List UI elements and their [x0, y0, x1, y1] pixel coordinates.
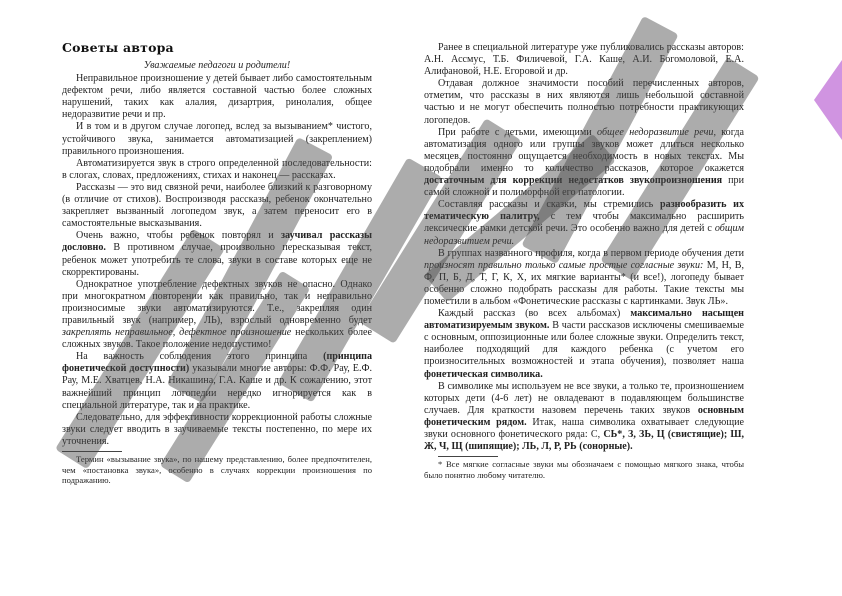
salutation: Уважаемые педагоги и родители!	[143, 60, 291, 71]
page-title: Советы автора	[62, 40, 174, 55]
paragraph: В символике мы используем не все звуки, а только те, произношением которых дети (4-6 лет) не овладевают в подавляющем большинстве случаев. Для краткости назовем перечень таких звуков основным фонетическим рядом. Итак, наша символика охватывает следующие звуки основного фонетического ряда: С, СЬ*, З, ЗЬ, Ц (свистящие); Ш, Ж, Ч, Щ (шипящие); ЛЬ, Л, Р, РЬ (сонорные).	[424, 380, 744, 453]
paragraph: Очень важно, чтобы ребенок повторял и заучивал рассказы дословно. В противном случае, произвольно пересказывая текст, ребенок может употребить те слова, звуки в составе которых еще не скорректированы.	[62, 230, 372, 278]
right-column	[424, 42, 744, 480]
right-page	[421, 0, 842, 596]
paragraph: Ранее в специальной литературе уже публиковались рассказы авторов: А.Н. Ассмус, Т.Б. Филичевой, Г.А. Каше, А.И. Богомоловой, Е.А. Алифановой, Н.Е. Егоровой и др.	[424, 42, 744, 78]
paragraph: В группах названного профиля, когда в первом периоде обучения дети произносят правильно только самые простые согласные звуки: М, Н, В, Ф, П, Б, Д, Т, Г, К, Х, их мягкие варианты* (и все!), логопеду бывает особенно сложно подобрать рассказы для работы. Такие тексты мы поместили в альбом «Фонетические рассказы с картинками. Звук ЛЬ».	[424, 247, 744, 307]
paragraph: Каждый рассказ (во всех альбомах) максимально насыщен автоматизируемым звуком. В части рассказов исключены смешиваемые с основным, оппозиционные или более сложные звуки. Определить текст, наиболее подходящий для каждого ребенка (с учетом его произносительных возможностей и этапа обучения), позволяет наша фонетическая символика.	[424, 308, 744, 380]
paragraph: Автоматизируется звук в строго определенной последовательности: в слогах, словах, предложениях, стихах и наконец — рассказах.	[62, 157, 372, 181]
footnote: * Все мягкие согласные звуки мы обозначаем с помощью мягкого знака, чтобы было понятно любому читателю.	[424, 459, 744, 480]
footnote-divider	[62, 451, 122, 452]
left-column	[62, 60, 372, 486]
paragraph: Отдавая должное значимости пособий перечисленных авторов, отметим, что рассказы в них являются лишь небольшой составной частью и не могут обеспечить полностью потребности практикующих логопедов.	[424, 78, 744, 126]
paragraph: Однократное употребление дефектных звуков не опасно. Однако при многократном повторении как правильно, так и неправильно произносимые звуки автоматизируются. Т.е., закрепляя один правильный звук (например, ЛЬ), взрослый одновременно будет закреплять неправильное, дефектное произношение нескольких более сложных звуков. Такое положение недопустимо!	[62, 278, 372, 351]
paragraph: Следовательно, для эффективности коррекционной работы сложные звуки следует вводить в заучиваемые тексты постепенно, по мере их уточнения.	[62, 411, 372, 447]
paragraph: Составляя рассказы и сказки, мы стремились разнообразить их тематическую палитру, с тем чтобы максимально расширить лексические рамки детской речи. Это особенно важно для детей с общим недоразвитием речи.	[424, 199, 745, 247]
accent-triangle	[814, 60, 842, 140]
paragraph: Неправильное произношение у детей бывает либо самостоятельным дефектом речи, либо является составной частью более сложных нарушений, таких как алалия, дизартрия, ринолалия, общее недоразвитие речи и пр.	[62, 73, 372, 121]
paragraph: При работе с детьми, имеющими общее недоразвитие речи, когда автоматизация одного или группы звуков может длиться несколько месяцев, постоянно ощущается необходимость в новых текстах. Мы подобрали именно то количество рассказов, которое окажется достаточным для коррекции недостатков звукопроизношения при самой сложной и полиморфной его патологии.	[424, 126, 744, 199]
paragraph: На важность соблюдения этого принципа (принципа фонетической доступности) указывали многие авторы: Ф.Ф. Рау, Е.Ф. Рау, М.Е. Хватцев, Н.А. Никашина, Г.А. Каше и др. К сожалению, этот важнейший принцип логопедии нередко игнорируется как в специальной литературе, так и на практике.	[62, 351, 372, 411]
paragraph: Рассказы — это вид связной речи, наиболее близкий к разговорному (в отличие от стихов). Воспроизводя рассказы, ребенок окончательно закрепляет вызванный логопедом звук, а затем переносит его в самостоятельные высказывания.	[62, 181, 372, 230]
footnote-divider	[438, 456, 498, 457]
paragraph: И в том и в другом случае логопед, вслед за вызыванием* чистого, устойчивого звука, занимается автоматизацией (закреплением) правильного произношения.	[62, 121, 372, 157]
footnote: Термин «вызывание звука», по нашему представлению, более предпочтителен, чем «постановка звука», особенно в случаях коррекции произношения по подражанию.	[62, 454, 372, 486]
